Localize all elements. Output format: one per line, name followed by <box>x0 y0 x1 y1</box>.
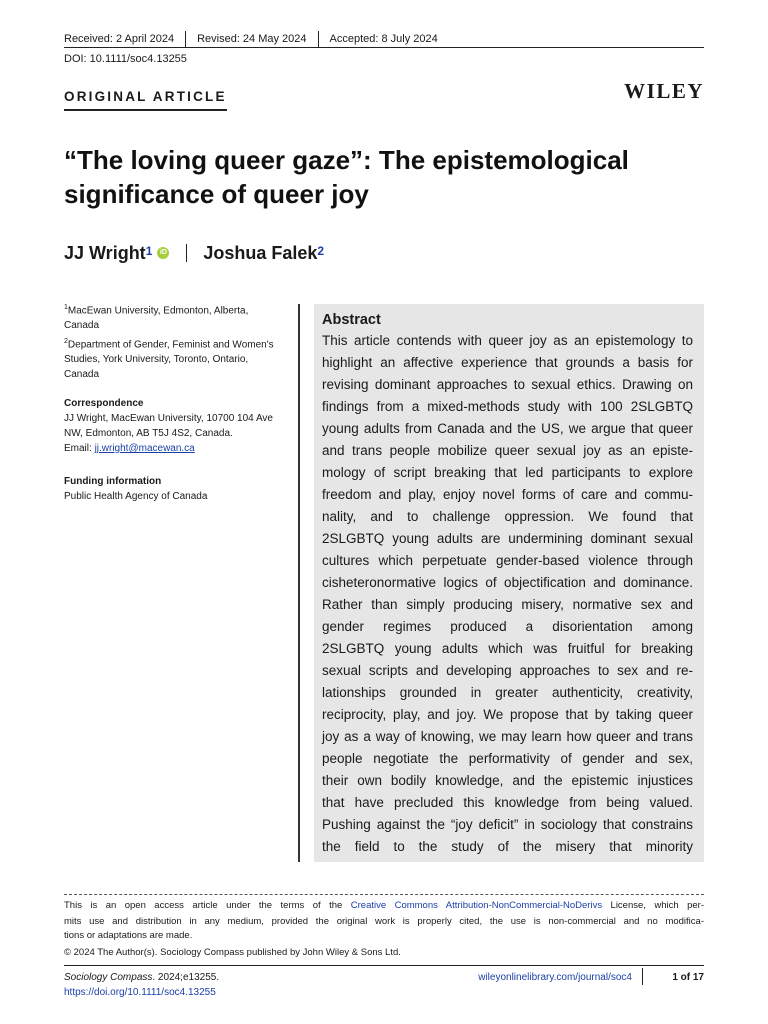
divider <box>318 31 319 47</box>
doi-url[interactable]: https://doi.org/10.1111/soc4.13255 <box>64 987 216 998</box>
abstract-line: cultures which perpetuate gender-based violence through <box>322 553 693 568</box>
abstract-line: sexual scripts and developing approaches to sex and re- <box>322 663 693 678</box>
revised-date: Revised: 24 May 2024 <box>197 33 307 45</box>
abstract-line: 2SLGBTQ young adults which was fruitful for breaking <box>322 641 693 656</box>
divider <box>185 31 186 47</box>
abstract-line: young adults from Canada and the US, we argue that queer <box>322 421 693 436</box>
abstract-line: nality, and to challenge oppression. We found that <box>322 509 693 524</box>
correspondence-heading: Correspondence <box>64 398 144 409</box>
funding-heading: Funding information <box>64 476 162 487</box>
journal-url[interactable] <box>478 971 632 985</box>
abstract-line: findings from a mixed-methods study with 100 2SLGBTQ <box>322 399 693 414</box>
divider <box>186 244 187 262</box>
article-type: ORIGINAL ARTICLE <box>64 89 227 111</box>
abstract-rule <box>298 304 300 862</box>
affiliation-text: MacEwan University, Edmonton, Alberta, Canada <box>64 305 249 332</box>
orcid-icon[interactable]: iD <box>157 247 169 259</box>
abstract-line: and trans people mobilize queer sexual joy as an episte- <box>322 443 693 458</box>
journal-name: Sociology Compass <box>64 972 153 983</box>
email-label: Email: <box>64 443 95 454</box>
license-text: This is an open access article under the terms of the <box>64 900 351 911</box>
accepted-date: Accepted: 8 July 2024 <box>329 33 438 45</box>
publisher-logo: WILEY <box>624 79 704 103</box>
affiliation-2 <box>64 334 284 382</box>
abstract-line: lationships grounded in greater authenticity, creativity, <box>322 685 693 700</box>
abstract-line: people negotiate the performativity of gender and sex, <box>322 751 693 766</box>
doi: DOI: 10.1111/soc4.13255 <box>64 53 187 65</box>
abstract-line: mology of script breaking that led participants to explore <box>322 465 693 480</box>
abstract-line: the field to the study of the misery that minority <box>322 839 693 854</box>
article-history <box>64 31 438 47</box>
abstract-line: joy as a way of knowing, we may learn how queer and trans <box>322 729 693 744</box>
author-list <box>64 241 324 265</box>
journal-link[interactable]: wileyonlinelibrary.com/journal/soc4 <box>478 972 632 983</box>
abstract-line: Pushing against the “joy deficit” in sociology that constrains <box>322 817 693 832</box>
affiliation-number: 2 <box>64 338 68 345</box>
abstract-line: This article contends with queer joy as an epistemology to <box>322 333 693 348</box>
abstract-line: 2SLGBTQ young adults are undermining dominant sexual <box>322 531 693 546</box>
affiliation-1 <box>64 300 284 333</box>
abstract-line: gender regimes produced a disorientation among <box>322 619 693 634</box>
author-name[interactable]: JJ Wright <box>64 243 146 263</box>
email-link[interactable]: jj.wright@macewan.ca <box>94 443 195 454</box>
divider <box>642 968 643 985</box>
copyright: © 2024 The Author(s). Sociology Compass published by John Wiley & Sons Ltd. <box>64 947 401 958</box>
affiliation-marker[interactable]: 1 <box>145 244 153 258</box>
author-name[interactable]: Joshua Falek <box>203 243 318 263</box>
funding <box>64 474 284 504</box>
footer-rule <box>64 965 704 966</box>
funding-text: Public Health Agency of Canada <box>64 491 208 502</box>
abstract-line: reciprocity, play, and joy. We propose that by taking queer <box>322 707 693 722</box>
affiliation-number: 1 <box>64 304 68 311</box>
license-link[interactable]: Creative Commons Attribution-NonCommercial-NoDerivs <box>350 900 603 911</box>
license-text: License, which per- <box>602 900 704 911</box>
abstract-line: highlight an affective experience that grounds a basis for <box>322 355 693 370</box>
abstract-line: Rather than simply producing misery, normative sex and <box>322 597 693 612</box>
license-line <box>64 898 704 914</box>
abstract-line: that have precluded this knowledge from being valued. <box>322 795 693 810</box>
correspondence <box>64 396 284 456</box>
license-line: tions or adaptations are made. <box>64 930 193 941</box>
abstract-line: revising dominant approaches to sexual ethics. Drawing on <box>322 377 693 392</box>
header-rule <box>64 47 704 48</box>
license-divider <box>64 894 704 895</box>
abstract-heading: Abstract <box>322 312 381 328</box>
abstract-line: cisheteronormative logics of objectification and dominance. <box>322 575 693 590</box>
license-line: mits use and distribution in any medium, provided the original work is properly cited, the use is non-commercial and no modifica- <box>64 916 704 927</box>
affiliation-marker[interactable]: 2 <box>317 244 325 258</box>
citation-text: . 2024;e13255. <box>152 972 220 983</box>
affiliation-text: Department of Gender, Feminist and Women's Studies, York University, Toronto, Ontario, Canada <box>64 339 274 381</box>
article-title: “The loving queer gaze”: The epistemological significance of queer joy <box>64 145 629 209</box>
received-date: Received: 2 April 2024 <box>64 33 175 45</box>
correspondence-text: JJ Wright, MacEwan University, 10700 104 Ave NW, Edmonton, AB T5J 4S2, Canada. <box>64 413 273 439</box>
abstract-line: freedom and play, enjoy novel forms of care and commu- <box>322 487 693 502</box>
citation <box>64 971 219 985</box>
page-number: 1 of 17 <box>672 972 704 983</box>
doi-link[interactable] <box>64 986 216 1000</box>
abstract-line: their own bodily knowledge, and the epistemic injustices <box>322 773 693 788</box>
